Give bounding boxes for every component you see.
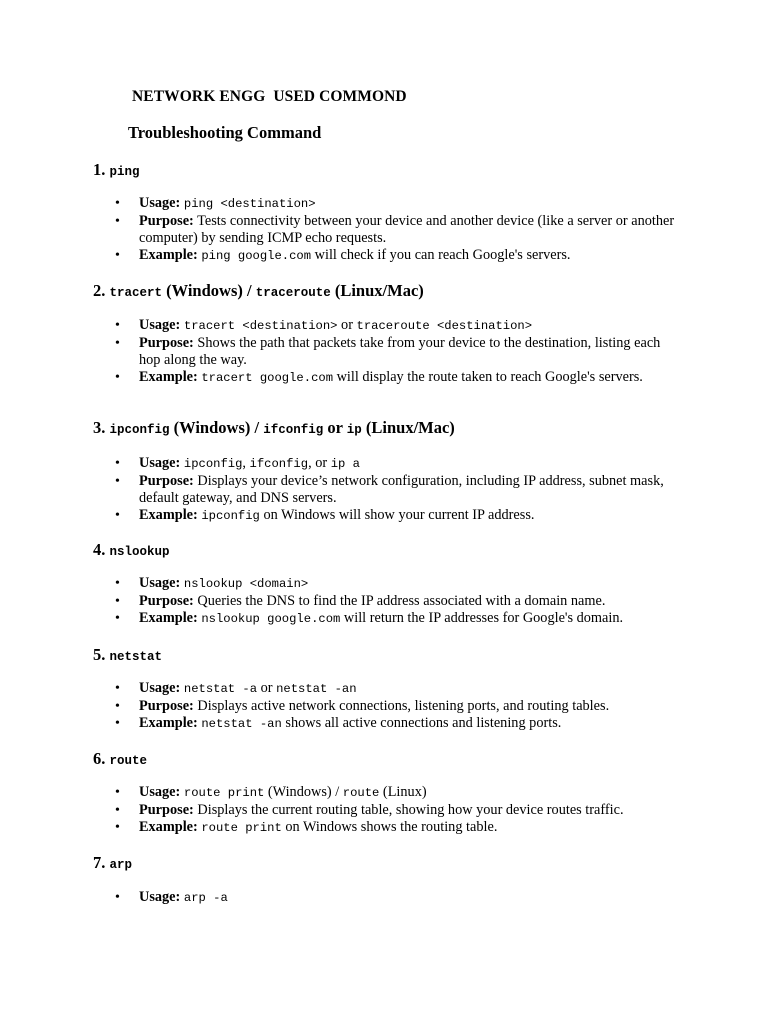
example-item	[0, 507, 768, 525]
bullet-icon: •	[115, 716, 120, 731]
usage-label: Usage:	[139, 575, 181, 591]
usage-command: route print	[183, 786, 265, 800]
bullet-icon: •	[115, 611, 120, 626]
purpose-text: Displays the current routing table, showing how your device routes traffic.	[197, 802, 624, 818]
command-name: tracert	[109, 286, 163, 300]
bullet-icon: •	[115, 576, 120, 591]
usage-text: (Windows) /	[264, 784, 343, 800]
example-text: will display the route taken to reach Google's servers.	[333, 369, 643, 385]
command-name: nslookup	[109, 545, 170, 559]
purpose-item	[0, 593, 768, 610]
bullet-icon: •	[115, 336, 120, 351]
section-number: 7.	[93, 853, 106, 872]
command-name: ping	[109, 165, 140, 179]
usage-item	[0, 575, 768, 593]
purpose-item	[0, 802, 768, 819]
usage-item	[0, 195, 768, 213]
bullet-list	[0, 317, 768, 387]
section-heading	[93, 540, 170, 560]
bullet-list	[0, 680, 768, 733]
purpose-item	[0, 698, 768, 715]
bullet-icon: •	[115, 196, 120, 211]
example-text: shows all active connections and listening ports.	[281, 715, 562, 731]
usage-item	[0, 784, 768, 802]
purpose-label: Purpose:	[139, 802, 194, 818]
bullet-icon: •	[115, 456, 120, 471]
heading-text: (Linux/Mac)	[330, 281, 424, 300]
purpose-text: Shows the path that packets take from your device to the destination, listing each hop along the way.	[139, 335, 661, 368]
bullet-icon: •	[115, 318, 120, 333]
example-command: nslookup google.com	[201, 612, 341, 626]
purpose-text: Displays active network connections, listening ports, and routing tables.	[197, 698, 610, 714]
example-item	[0, 369, 768, 387]
example-label: Example:	[139, 819, 198, 835]
bullet-icon: •	[115, 474, 120, 489]
heading-text: (Windows) /	[162, 281, 256, 300]
section-number: 2.	[93, 281, 106, 300]
usage-command-alt: ip a	[330, 457, 360, 471]
bullet-icon: •	[115, 803, 120, 818]
usage-command: netstat -a	[183, 682, 258, 696]
usage-command: nslookup <domain>	[183, 577, 309, 591]
bullet-list	[0, 195, 768, 265]
command-name: ip	[346, 423, 362, 437]
document-title: NETWORK ENGG USED COMMOND	[132, 88, 407, 105]
section-heading	[93, 645, 162, 665]
example-command: route print	[201, 821, 282, 835]
purpose-label: Purpose:	[139, 473, 194, 489]
example-command: netstat -an	[201, 717, 282, 731]
section-heading	[93, 749, 147, 769]
section-number: 6.	[93, 749, 106, 768]
command-name: ifconfig	[263, 423, 324, 437]
usage-command: tracert <destination>	[183, 319, 338, 333]
usage-text: ,	[242, 455, 250, 471]
bullet-icon: •	[115, 890, 120, 905]
example-label: Example:	[139, 247, 198, 263]
command-name: netstat	[109, 650, 163, 664]
usage-text: or	[337, 317, 357, 333]
usage-command: ipconfig	[183, 457, 243, 471]
section-number: 1.	[93, 160, 106, 179]
bullet-icon: •	[115, 248, 120, 263]
example-label: Example:	[139, 507, 198, 523]
example-text: on Windows will show your current IP address.	[259, 507, 535, 523]
usage-item	[0, 455, 768, 473]
usage-command-alt: ifconfig	[249, 457, 309, 471]
usage-label: Usage:	[139, 455, 181, 471]
heading-text: (Linux/Mac)	[361, 418, 455, 437]
usage-label: Usage:	[139, 784, 181, 800]
purpose-text: Tests connectivity between your device and another device (like a server or another computer) by sending ICMP echo requests.	[139, 213, 675, 246]
purpose-label: Purpose:	[139, 335, 194, 351]
usage-command-alt: traceroute <destination>	[356, 319, 533, 333]
example-label: Example:	[139, 610, 198, 626]
example-text: will return the IP addresses for Google's domain.	[340, 610, 624, 626]
purpose-label: Purpose:	[139, 213, 194, 229]
heading-text: or	[323, 418, 347, 437]
bullet-icon: •	[115, 681, 120, 696]
section-heading	[93, 281, 424, 301]
command-name: ipconfig	[109, 423, 170, 437]
usage-command-alt: route	[342, 786, 380, 800]
bullet-icon: •	[115, 785, 120, 800]
example-command: ipconfig	[201, 509, 260, 523]
bullet-icon: •	[115, 820, 120, 835]
usage-label: Usage:	[139, 317, 181, 333]
bullet-list	[0, 575, 768, 628]
bullet-list	[0, 889, 768, 907]
usage-command: ping <destination>	[183, 197, 316, 211]
purpose-label: Purpose:	[139, 593, 194, 609]
command-name: traceroute	[255, 286, 331, 300]
purpose-label: Purpose:	[139, 698, 194, 714]
example-item	[0, 819, 768, 837]
usage-command-alt: netstat -an	[276, 682, 357, 696]
example-command: tracert google.com	[201, 371, 334, 385]
section-number: 4.	[93, 540, 106, 559]
usage-item	[0, 889, 768, 907]
bullet-icon: •	[115, 370, 120, 385]
section-heading	[93, 160, 140, 180]
example-text: on Windows shows the routing table.	[281, 819, 498, 835]
bullet-list	[0, 784, 768, 837]
usage-text: or	[257, 680, 277, 696]
usage-text: , or	[308, 455, 331, 471]
example-label: Example:	[139, 369, 198, 385]
bullet-icon: •	[115, 699, 120, 714]
purpose-item	[0, 213, 768, 247]
purpose-text: Displays your device’s network configuration, including IP address, subnet mask, default gateway, and DNS servers.	[139, 473, 664, 506]
section-heading	[93, 418, 455, 438]
example-item	[0, 715, 768, 733]
purpose-item	[0, 473, 768, 507]
command-name: route	[109, 754, 148, 768]
bullet-icon: •	[115, 508, 120, 523]
usage-item	[0, 680, 768, 698]
purpose-text: Queries the DNS to find the IP address associated with a domain name.	[197, 593, 606, 609]
usage-label: Usage:	[139, 680, 181, 696]
example-label: Example:	[139, 715, 198, 731]
section-heading	[93, 853, 132, 873]
heading-text: (Windows) /	[169, 418, 264, 437]
document-subtitle: Troubleshooting Command	[128, 123, 322, 142]
example-text: will check if you can reach Google's servers.	[311, 247, 571, 263]
usage-command: arp -a	[183, 891, 228, 905]
section-number: 5.	[93, 645, 106, 664]
example-item	[0, 247, 768, 265]
example-command: ping google.com	[201, 249, 312, 263]
usage-label: Usage:	[139, 195, 181, 211]
bullet-icon: •	[115, 594, 120, 609]
bullet-icon: •	[115, 214, 120, 229]
purpose-item	[0, 335, 768, 369]
usage-text: (Linux)	[379, 784, 427, 800]
usage-label: Usage:	[139, 889, 181, 905]
section-number: 3.	[93, 418, 106, 437]
usage-item	[0, 317, 768, 335]
bullet-list	[0, 455, 768, 525]
command-name: arp	[109, 858, 133, 872]
example-item	[0, 610, 768, 628]
